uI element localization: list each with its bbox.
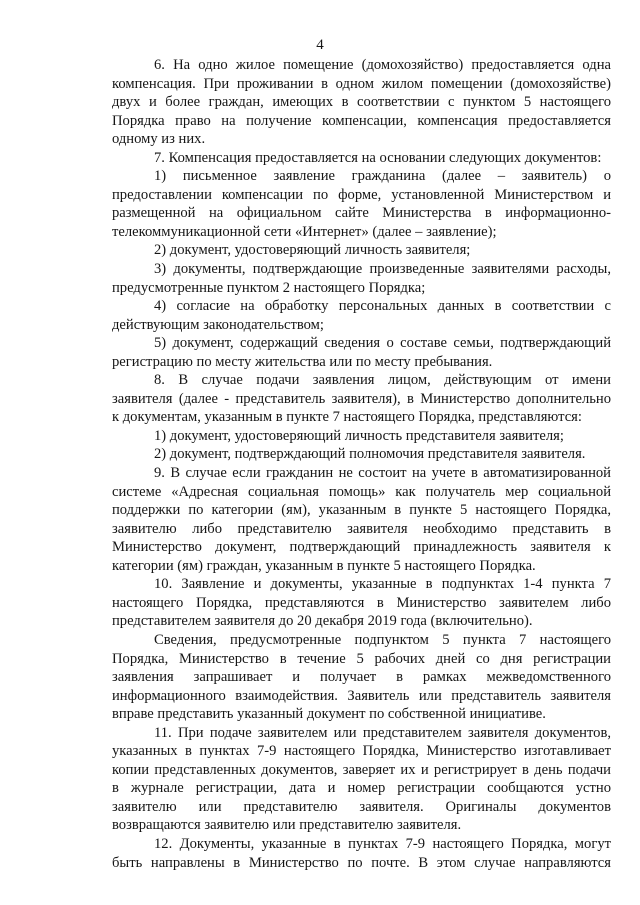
text-line: возвращаются заявителю или представителю заявителя. [112,817,462,834]
text-line: настоящего Порядка, представляются в Министерство заявителем либо [112,594,611,611]
text-line: 10. Заявление и документы, указанные в подпунктах 1-4 пункта 7 [154,576,611,593]
paragraph [112,631,611,724]
text-line: 1) письменное заявление гражданина (далее – заявитель) о [154,168,611,185]
text-line: компенсация. При проживании в одном жилом помещении (домохозяйстве) [112,75,611,92]
text-line: 12. Документы, указанные в пунктах 7-9 настоящего Порядка, могут [154,835,611,852]
text-line: заявления запрашивает и получает в рамках межведомственного [112,669,611,686]
text-line: регистрацию по месту жительства или по месту пребывания. [112,353,493,370]
text-line: Порядка, Министерство в течение 5 рабочих дней со дня регистрации [112,650,611,667]
text-line: 6. На одно жилое помещение (домохозяйство) предоставляется одна [154,57,611,73]
text-line: заявителя (далее - представитель заявителя), в Министерство дополнительно [112,390,611,407]
text-line: поддержки по категории (ям), указанным в пункте 5 настоящего Порядка, [112,502,611,519]
text-line: представителем заявителя до 20 декабря 2019 года (включительно). [112,613,533,630]
paragraph [112,56,611,149]
paragraph [112,835,611,872]
text-line: быть направлены в Министерство по почте. В этом случае направляются [112,854,611,871]
text-line: в журнале регистрации, дата и номер регистрации сообщаются устно [112,780,611,797]
paragraph [112,334,611,371]
text-line: вправе представить указанный документ по собственной инициативе. [112,706,546,723]
paragraph [112,260,611,297]
text-line: предоставлении компенсации по форме, установленной Министерством и [112,186,611,203]
paragraph [112,371,611,427]
paragraph [112,297,611,334]
text-line: Министерство документ, подтверждающий принадлежность заявителя к [112,539,611,556]
paragraph [112,724,611,835]
paragraph [112,167,611,241]
text-line: 2) документ, подтверждающий полномочия представителя заявителя. [154,446,586,463]
text-line: информационного взаимодействия. Заявитель или представитель заявителя [112,687,611,704]
paragraph [112,241,611,260]
text-line: 7. Компенсация предоставляется на основании следующих документов: [154,149,602,166]
text-line: 5) документ, содержащий сведения о составе семьи, подтверждающий [154,335,611,352]
text-line: 4) согласие на обработку персональных данных в соответствии с [154,298,611,315]
paragraph [112,445,611,464]
text-line: системе «Адресная социальная помощь» как получатель мер социальной [112,483,611,500]
text-line: одному из них. [112,131,206,148]
text-line: 9. В случае если гражданин не состоит на учете в автоматизированной [154,465,611,482]
paragraph [112,149,611,168]
text-line: копии представленных документов, заверяет их и регистрирует в день подачи [112,761,611,778]
text-line: двух и более граждан, имеющих в соответствии с пунктом 5 настоящего [112,94,611,111]
text-line: Порядка право на получение компенсации, компенсация предоставляется [112,112,611,129]
text-line: 8. В случае подачи заявления лицом, действующим от имени [154,372,611,389]
text-line: предусмотренные пунктом 2 настоящего Порядка; [112,279,426,296]
paragraph [112,575,611,631]
text-line: размещенной на официальном сайте Министерства в информационно- [112,205,611,222]
text-line: 11. При подаче заявителем или представителем заявителя документов, [154,724,611,741]
paragraph [112,427,611,446]
text-line: заявителю или представителю заявителя. Оригиналы документов [112,798,611,815]
text-line: телекоммуникационной сети «Интернет» (далее – заявление); [112,223,497,240]
document-body [112,56,611,872]
paragraph [112,464,611,575]
text-line: 3) документы, подтверждающие произведенные заявителями расходы, [154,261,611,278]
text-line: указанных в пунктах 7-9 настоящего Порядка, Министерство изготавливает [112,743,611,760]
text-line: действующим законодательством; [112,316,324,333]
text-line: категории (ям) граждан, указанным в пункте 5 настоящего Порядка. [112,557,536,574]
text-line: заявителю либо представителю заявителя необходимо представить в [112,520,611,537]
text-line: Сведения, предусмотренные подпунктом 5 пункта 7 настоящего [154,631,611,648]
text-line: к документам, указанным в пункте 7 настоящего Порядка, представляются: [112,409,582,426]
text-line: 2) документ, удостоверяющий личность заявителя; [154,242,471,259]
text-line: 1) документ, удостоверяющий личность представителя заявителя; [154,427,564,444]
page-number: 4 [316,37,324,53]
